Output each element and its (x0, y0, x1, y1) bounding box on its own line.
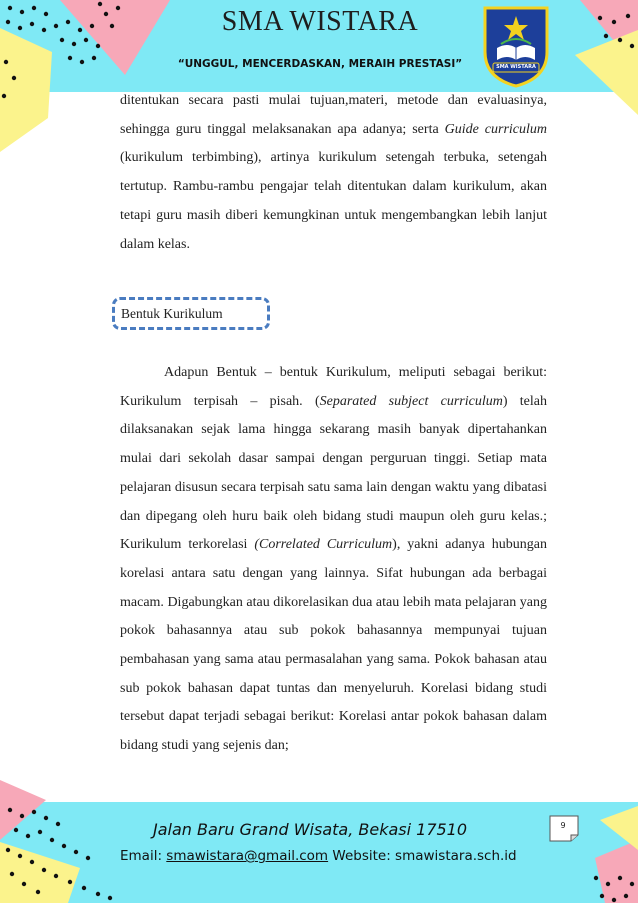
school-motto: “UNGGUL, MENCERDASKAN, MERAIH PRESTASI” (177, 58, 463, 70)
school-name: SMA WISTARA (221, 6, 419, 37)
school-logo (481, 4, 551, 88)
guide-curriculum-term: Guide curriculum (444, 121, 547, 137)
section-heading: Bentuk Kurikulum (121, 306, 223, 321)
logo-text: SMA WISTARA (496, 64, 536, 70)
paragraph-bentuk-kurikulum: Adapun Bentuk – bentuk Kurikulum, meliputi sebagai berikut: Kurikulum terpisah – pisah. (Separated subject curriculum) telah dilaksanakan sejak lama hingga sekarang masih banyak dipertahankan mulai dari sekolah dasar sampai dengan perguruan tinggi. Setiap mata pelajaran disusun secara terpisah satu sama lain dengan waktu yang dibatasi dan dipegang oleh huru baik oleh bidang studi maupun oleh guru kelas.; Kurikulum terkorelasi (Correlated Curriculum), yakni adanya hubungan korelasi antara satu dengan yang lainnya. Sifat hubungan ada berbagai macam. Digabungkan atau dikorelasikan dua atau lebih mata pelajaran yang pokok bahasannya atau sub pokok bahasannya mempunyai tujuan pembahasan yang sama atau permasalahan yang sama. Pokok bahasan atau sub pokok bahasan dapat tuntas dan menyeluruh. Korelasi bidang studi tersebut dapat terjadi sebagai berikut: Korelasi antar pokok bahasan dalam bidang studi yang sejenis dan; (120, 365, 548, 754)
footer-address: Jalan Baru Grand Wisata, Bekasi 17510 (152, 820, 468, 839)
email-link[interactable]: smawistara@gmail.com (166, 848, 329, 864)
footer-contact: Email: smawistara@gmail.com Website: smawistara.sch.id (120, 848, 517, 864)
separated-subject-term: Separated subject curriculum (319, 393, 503, 409)
correlated-curriculum-term: (Correlated Curriculum (254, 537, 393, 553)
page-number: 9 (560, 821, 566, 830)
paragraph-guide-curriculum: ditentukan secara pasti mulai tujuan,materi, metode dan evaluasinya, sehingga guru tinggal melaksanakan apa adanya; serta Guide curriculum (kurikulum terbimbing), artinya kurikulum setengah terbuka, setengah tertutup. Rambu-rambu pengajar telah ditentukan dalam kurikulum, akan tetapi guru masih diberi kemungkinan untuk mengembangkan lebih lanjut dalam kelas. (120, 93, 547, 252)
